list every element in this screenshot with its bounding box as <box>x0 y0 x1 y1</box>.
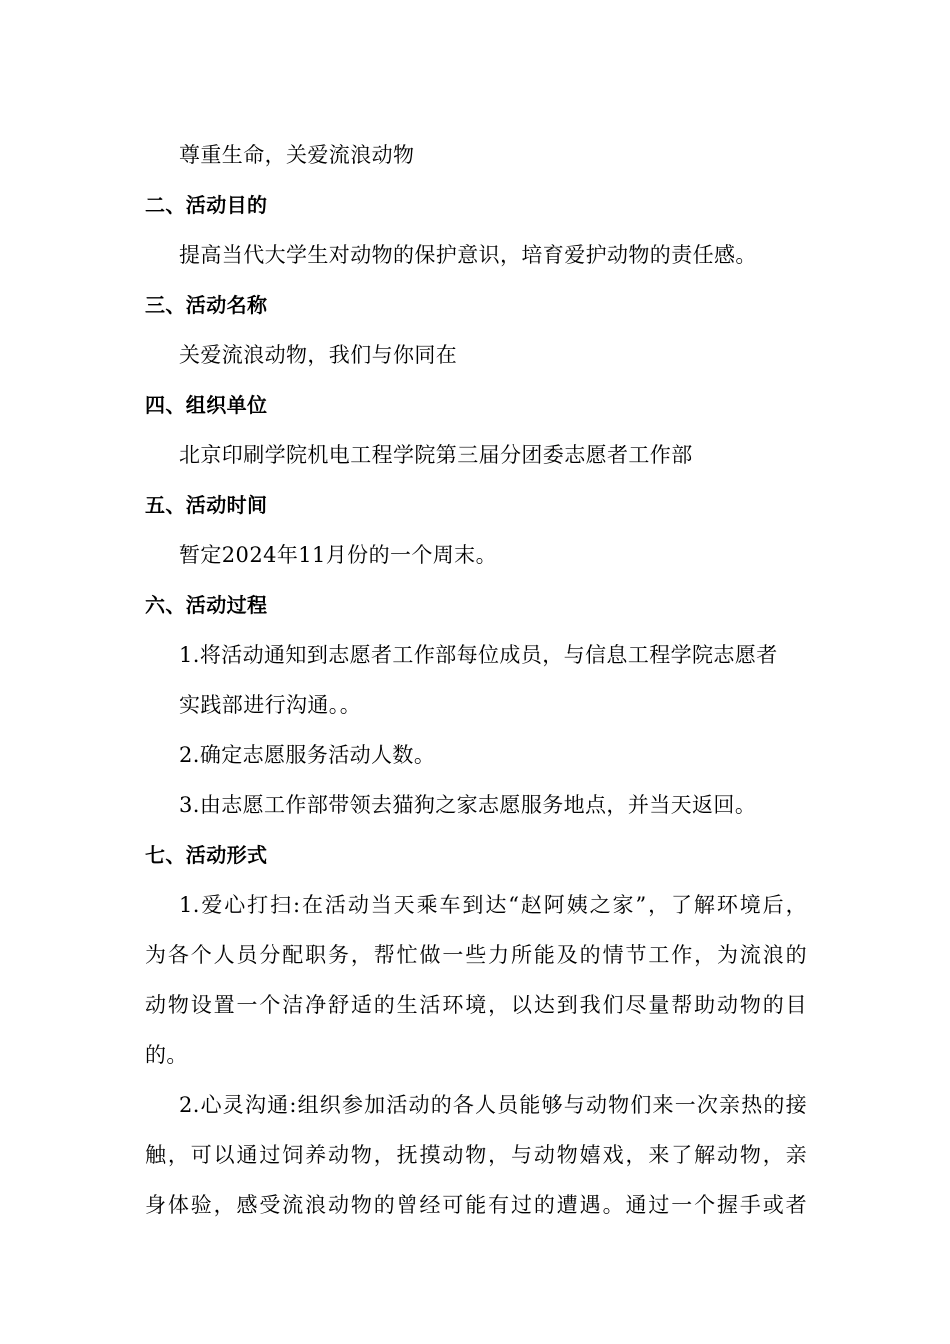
format-paragraph-2 <box>145 1080 807 1230</box>
section-heading-organizer: 四、组织单位 <box>145 393 268 417</box>
format-paragraph-2-line-1: 2.心灵沟通:组织参加活动的各人员能够与动物们来一次亲热的接 <box>179 1093 807 1117</box>
format-paragraph-1-line-3: 动物设置一个洁净舒适的生活环境，以达到我们尽量帮助动物的目 <box>145 993 807 1017</box>
section-heading-process: 六、活动过程 <box>145 593 268 617</box>
section-heading-purpose: 二、活动目的 <box>145 193 268 217</box>
section-body-purpose: 提高当代大学生对动物的保护意识，培育爱护动物的责任感。 <box>179 243 757 267</box>
section-body-time: 暂定2024年11月份的一个周末。 <box>179 543 497 567</box>
process-item-1-line-2: 实践部进行沟通。。 <box>179 693 362 717</box>
format-paragraph-2-line-2: 触，可以通过饲养动物，抚摸动物，与动物嬉戏，来了解动物，亲 <box>145 1143 807 1167</box>
format-paragraph-1-line-2: 为各个人员分配职务，帮忙做一些力所能及的情节工作，为流浪的 <box>145 943 807 967</box>
format-paragraph-2-line-3: 身体验，感受流浪动物的曾经可能有过的遭遇。通过一个握手或者 <box>145 1193 807 1217</box>
intro-text: 尊重生命，关爱流浪动物 <box>179 143 415 167</box>
section-body-organizer: 北京印刷学院机电工程学院第三届分团委志愿者工作部 <box>179 443 693 467</box>
format-paragraph-1-line-1: 1.爱心打扫:在活动当天乘车到达“赵阿姨之家”，了解环境后， <box>179 893 807 917</box>
section-heading-name: 三、活动名称 <box>145 293 268 317</box>
process-item-3: 3.由志愿工作部带领去猫狗之家志愿服务地点，并当天返回。 <box>179 793 757 817</box>
section-body-name: 关爱流浪动物，我们与你同在 <box>179 343 458 367</box>
section-heading-format: 七、活动形式 <box>145 843 268 867</box>
process-item-2: 2.确定志愿服务活动人数。 <box>179 743 436 767</box>
document-content <box>145 130 807 1230</box>
process-item-1-line-1: 1.将活动通知到志愿者工作部每位成员，与信息工程学院志愿者 <box>179 643 778 667</box>
section-heading-time: 五、活动时间 <box>145 493 268 517</box>
format-paragraph-1 <box>145 880 807 1080</box>
format-paragraph-1-line-4: 的。 <box>145 1043 188 1067</box>
